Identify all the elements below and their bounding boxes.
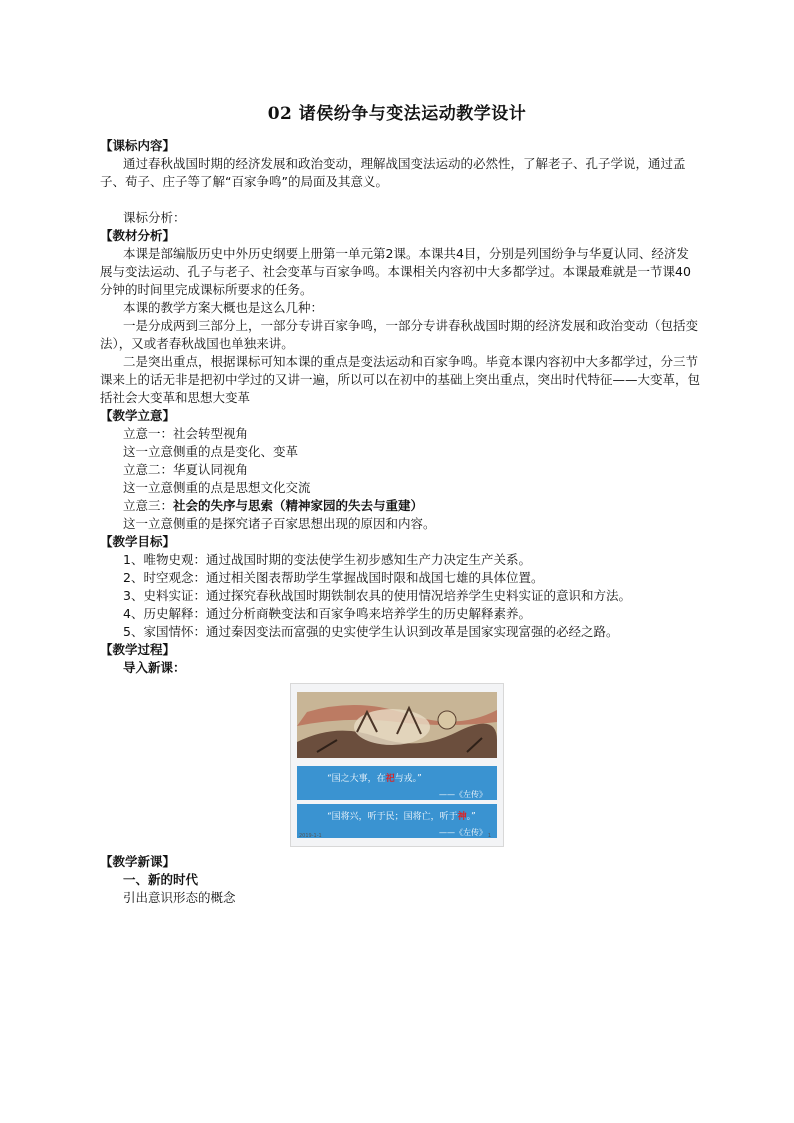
quote-1-source: ——《左传》 [439, 790, 487, 799]
quote-card-1 [297, 766, 497, 800]
liyi-3-bold: 社会的失序与思索（精神家园的失去与重建） [173, 498, 424, 513]
painting-image [297, 692, 497, 758]
heading-jiaocai: 【教材分析】 [100, 228, 176, 243]
jiaocai-p3: 一是分成两到三部分上，一部分专讲百家争鸣，一部分专讲春秋战国时期的经济发展和政治变动（包括变法），又或者春秋战国也单独来讲。 [100, 318, 699, 351]
intro-label: 导入新课： [123, 660, 186, 675]
quote-2-text-b: 。” [466, 812, 476, 822]
heading-kebiao: 【课标内容】 [100, 138, 176, 153]
goal-item: 5、家国情怀：通过秦因变法而富强的史实使学生认识到改革是国家实现富强的必经之路。 [123, 624, 619, 639]
goal-item: 2、时空观念：通过相关图表帮助学生掌握战国时限和战国七雄的具体位置。 [123, 570, 544, 585]
heading-guocheng: 【教学过程】 [100, 642, 176, 657]
xinke-sub1-text: 引出意识形态的概念 [123, 890, 236, 905]
quote-1 [327, 770, 422, 788]
quote-1-highlight: 祀 [385, 774, 395, 784]
document-body [100, 137, 700, 907]
liyi-3 [100, 497, 700, 515]
jiaocai-p1: 本课是部编版历史中外历史纲要上册第一单元第2课。本课共4目，分别是列国纷争与华夏认同、经济发展与变法运动、孔子与老子、社会变革与百家争鸣。本课相关内容初中大多都学过。本课最难就是一节课40分钟的时间里完成课标所要求的任务。 [100, 246, 691, 297]
liyi-3-label: 立意三： [123, 498, 174, 513]
painting-illustration [297, 692, 497, 758]
quote-2-highlight: 神 [457, 812, 467, 822]
kebiao-analysis: 课标分析： [123, 210, 186, 225]
goal-item: 4、历史解释：通过分析商鞅变法和百家争鸣来培养学生的历史解释素养。 [123, 606, 531, 621]
jiaocai-p2: 本课的教学方案大概也是这么几种： [123, 300, 324, 315]
goal-item: 1、唯物史观：通过战国时期的变法使学生初步感知生产力决定生产关系。 [123, 552, 531, 567]
quote-1-text-b: 与戎。” [394, 774, 422, 784]
heading-xinke: 【教学新课】 [100, 854, 176, 869]
document-title: 02 诸侯纷争与变法运动教学设计 [267, 104, 527, 124]
liyi-2: 立意二：华夏认同视角 [123, 462, 249, 477]
liyi-2-desc: 这一立意侧重的点是思想文化交流 [123, 480, 311, 495]
heading-liyi: 【教学立意】 [100, 408, 176, 423]
liyi-1-desc: 这一立意侧重的点是变化、变革 [123, 444, 299, 459]
slide-image [290, 683, 504, 847]
goal-item: 3、史料实证：通过探究春秋战国时期铁制农具的使用情况培养学生史料实证的意识和方法。 [123, 588, 631, 603]
liyi-3-desc: 这一立意侧重的是探究诸子百家思想出现的原因和内容。 [123, 516, 436, 531]
quote-1-text-a: “国之大事，在 [327, 774, 386, 784]
jiaocai-p4: 二是突出重点，根据课标可知本课的重点是变法运动和百家争鸣。毕竟本课内容初中大多都学过，分三节课来上的话无非是把初中学过的又讲一遍，所以可以在初中的基础上突出重点，突出时代特征——大变革，包括社会大变革和思想大变革 [100, 354, 701, 405]
kebiao-text: 通过春秋战国时期的经济发展和政治变动，理解战国变法运动的必然性，了解老子、孔子学说，通过孟子、荀子、庄子等了解“百家争鸣”的局面及其意义。 [100, 156, 686, 189]
liyi-1: 立意一：社会转型视角 [123, 426, 249, 441]
quote-2-source: ——《左传》 [439, 828, 487, 837]
quote-2-text-a: “国将兴，听于民；国将亡，听于 [327, 812, 458, 822]
heading-mubiao: 【教学目标】 [100, 534, 176, 549]
quote-card-2 [297, 804, 497, 838]
slide-footer-date: 2019-1-1 [299, 833, 322, 839]
xinke-sub1: 一、新的时代 [123, 872, 199, 887]
slide-footer-page: 1 [487, 833, 491, 839]
